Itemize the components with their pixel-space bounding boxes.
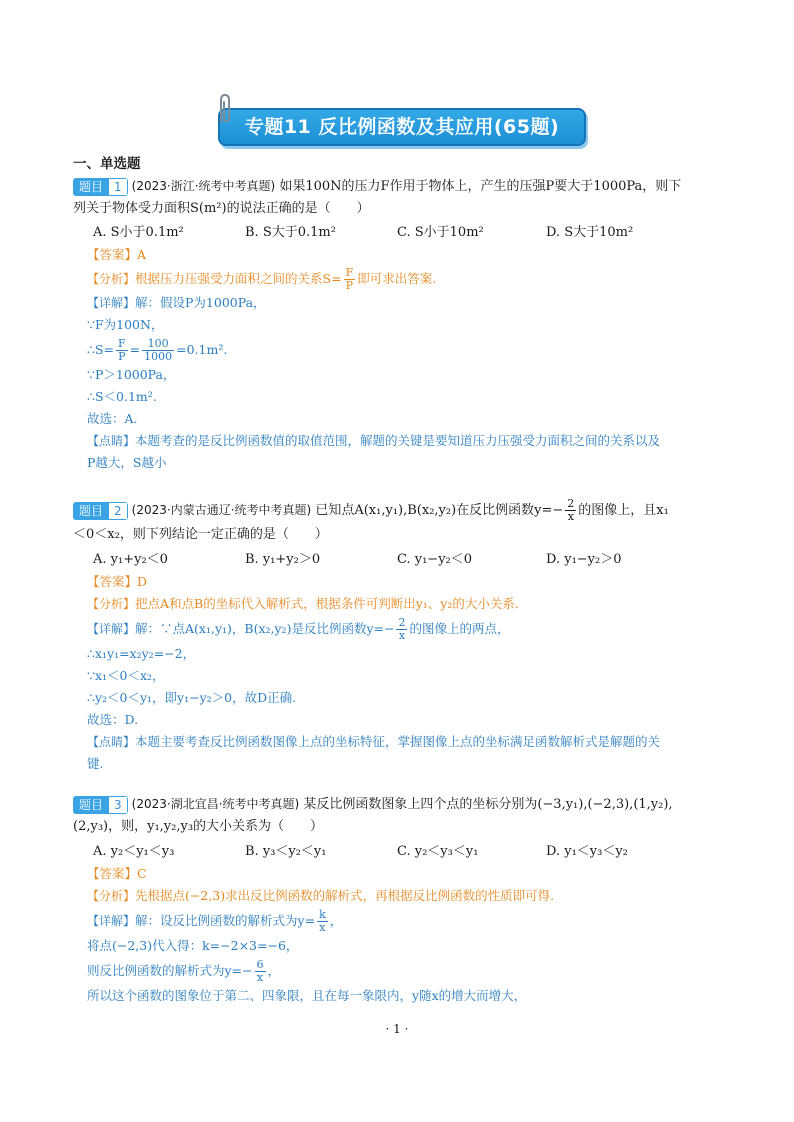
detail-text: ∴S= bbox=[87, 342, 114, 357]
option-d: D. y₁−y₂＞0 bbox=[546, 552, 622, 567]
detail-text: 解：设反比例函数的解析式为y= bbox=[135, 913, 316, 928]
option-d: D. S大于10m² bbox=[546, 225, 634, 240]
detail-line: ∵F为100N， bbox=[87, 317, 164, 332]
comment-text: 本题考查的是反比例函数值的取值范围，解题的关键是要知道压力压强受力面积之间的关系以及 bbox=[135, 433, 661, 448]
detail-line bbox=[87, 292, 723, 314]
numerator: 2 bbox=[567, 497, 575, 510]
comment-label: 【点睛】 bbox=[87, 434, 136, 448]
option-c: C. y₁−y₂＜0 bbox=[397, 552, 473, 567]
numerator: 100 bbox=[142, 338, 174, 351]
fraction bbox=[255, 959, 266, 984]
detail-line: 所以这个函数的图象位于第二、四象限，且在每一象限内，y随x的增大而增大， bbox=[87, 988, 527, 1003]
option-c: C. S小于10m² bbox=[397, 225, 484, 240]
options-row bbox=[93, 222, 723, 244]
detail-text: =0.1m². bbox=[176, 342, 228, 357]
analysis bbox=[87, 885, 723, 907]
numerator: F bbox=[345, 266, 354, 279]
comment-line bbox=[87, 430, 723, 452]
analysis-label: 【分析】 bbox=[87, 889, 136, 903]
detail-text: 则反比例函数的解析式为y=− bbox=[87, 963, 253, 978]
page-number: · 1 · bbox=[385, 1022, 409, 1036]
comment-label: 【点睛】 bbox=[87, 735, 136, 749]
analysis-label: 【分析】 bbox=[87, 272, 136, 286]
numerator: F bbox=[118, 337, 126, 350]
detail-line bbox=[87, 615, 723, 643]
question-label: 题目 bbox=[73, 178, 109, 196]
question-stem-text: 某反比例函数图象上四个点的坐标分别为(−3,y₁),(−2,3),(1,y₂), bbox=[303, 797, 673, 812]
question-label: 题目 bbox=[73, 502, 109, 520]
fraction bbox=[396, 617, 407, 642]
detail-line: ∵x₁＜0＜x₂， bbox=[87, 668, 165, 683]
question-source: (2023·湖北宜昌·统考中考真题) bbox=[131, 797, 300, 811]
option-b: B. S大于0.1m² bbox=[245, 225, 336, 240]
question-2 bbox=[73, 496, 723, 775]
answer: 【答案】C bbox=[87, 866, 147, 881]
numerator: 2 bbox=[398, 616, 406, 629]
detail-text: ， bbox=[267, 963, 281, 978]
option-a: A. y₁+y₂＜0 bbox=[93, 552, 168, 567]
fraction bbox=[565, 498, 576, 523]
detail-label: 【详解】 bbox=[87, 914, 136, 928]
options-row bbox=[93, 549, 723, 571]
question-stem-line-2: (2,y₃)，则，y₁,y₂,y₃的大小关系为（ ） bbox=[73, 819, 324, 834]
question-source: (2023·内蒙古通辽·统考中考真题) bbox=[131, 503, 312, 517]
denominator: x bbox=[256, 971, 264, 984]
analysis bbox=[87, 266, 723, 292]
denominator: 1000 bbox=[144, 350, 173, 363]
option-b: B. y₁+y₂＞0 bbox=[245, 552, 321, 567]
question-stem-text: 已知点A(x₁,y₁),B(x₂,y₂)在反比例函数y=− bbox=[315, 503, 564, 518]
comment-text: 本题主要考查反比例函数图像上点的坐标特征，掌握图像上点的坐标满足函数解析式是解题的关 bbox=[135, 734, 661, 749]
equals-sign: = bbox=[129, 342, 141, 357]
question-tag bbox=[73, 178, 128, 196]
question-number: 1 bbox=[109, 178, 128, 196]
analysis-text: 根据压力压强受力面积之间的关系S= bbox=[135, 271, 342, 286]
option-d: D. y₁＜y₃＜y₂ bbox=[546, 844, 628, 859]
title-banner-box bbox=[218, 108, 586, 146]
detail-text: 解：∵点A(x₁,y₁)，B(x₂,y₂)是反比例函数y=− bbox=[135, 621, 395, 636]
detail-line: 将点(−2,3)代入得：k=−2×3=−6， bbox=[87, 938, 299, 953]
fraction bbox=[142, 338, 174, 363]
question-source: (2023·浙江·统考中考真题) bbox=[131, 179, 276, 193]
numerator: k bbox=[319, 908, 326, 921]
answer: 【答案】A bbox=[87, 247, 147, 262]
section-title: 一、单选题 bbox=[73, 156, 141, 172]
detail-line: ∴x₁y₁=x₂y₂=−2， bbox=[87, 646, 196, 661]
denominator: P bbox=[118, 350, 126, 363]
detail-label: 【详解】 bbox=[87, 296, 136, 310]
question-tag bbox=[73, 796, 128, 814]
answer: 【答案】D bbox=[87, 574, 148, 589]
analysis-text: 把点A和点B的坐标代入解析式，根据条件可判断出y₁、y₂的大小关系. bbox=[135, 596, 519, 611]
question-tag bbox=[73, 502, 128, 520]
question-number: 3 bbox=[109, 796, 128, 814]
option-a: A. y₂＜y₁＜y₃ bbox=[93, 844, 175, 859]
analysis bbox=[87, 593, 723, 615]
options-row bbox=[93, 841, 723, 863]
question-stem-text: 的图像上，且x₁ bbox=[578, 503, 669, 518]
analysis-label: 【分析】 bbox=[87, 597, 136, 611]
denominator: P bbox=[345, 279, 354, 292]
detail-line bbox=[87, 907, 723, 935]
comment-line: P越大，S越小 bbox=[87, 455, 167, 470]
fraction bbox=[344, 267, 356, 292]
question-stem-line-1: 如果100N的压力F作用于物体上，产生的压强P要大于1000Pa，则下 bbox=[279, 179, 682, 194]
detail-line: ∴S＜0.1m². bbox=[87, 389, 157, 404]
detail-line: 故选：D. bbox=[87, 712, 139, 727]
denominator: x bbox=[319, 921, 326, 934]
option-a: A. S小于0.1m² bbox=[93, 225, 184, 240]
denominator: x bbox=[398, 629, 406, 642]
question-stem bbox=[73, 496, 723, 524]
numerator: 6 bbox=[256, 958, 264, 971]
question-stem-line-2: ＜0＜x₂，则下列结论一定正确的是（ ） bbox=[73, 527, 328, 542]
question-stem-line-2: 列关于物体受力面积S(m²)的说法正确的是（ ） bbox=[73, 201, 370, 216]
detail-text: 解：假设P为1000Pa， bbox=[135, 295, 266, 310]
detail-label: 【详解】 bbox=[87, 622, 136, 636]
question-3 bbox=[73, 793, 723, 1007]
denominator: x bbox=[567, 510, 574, 523]
detail-line bbox=[87, 957, 723, 985]
option-c: C. y₂＜y₃＜y₁ bbox=[397, 844, 479, 859]
question-1 bbox=[73, 175, 723, 474]
fraction bbox=[317, 909, 328, 934]
question-stem bbox=[73, 175, 723, 198]
analysis-text: 先根据点(−2,3)求出反比例函数的解析式，再根据反比例函数的性质即可得. bbox=[135, 888, 555, 903]
question-number: 2 bbox=[109, 502, 128, 520]
paperclip-icon bbox=[214, 92, 236, 126]
detail-line: 故选：A. bbox=[87, 411, 138, 426]
detail-line bbox=[87, 336, 723, 364]
comment-line: 键. bbox=[87, 756, 104, 771]
page-title: 专题11 反比例函数及其应用(65题) bbox=[244, 116, 560, 138]
comment-line bbox=[87, 731, 723, 753]
detail-line: ∴y₂＜0＜y₁，即y₁−y₂＞0，故D正确. bbox=[87, 690, 297, 705]
question-stem bbox=[73, 793, 723, 816]
detail-line: ∵P＞1000Pa， bbox=[87, 367, 176, 382]
fraction bbox=[116, 338, 128, 363]
detail-text: ， bbox=[329, 913, 343, 928]
title-banner bbox=[218, 104, 588, 144]
analysis-text-end: 即可求出答案. bbox=[357, 271, 437, 286]
detail-text: 的图像上的两点， bbox=[409, 621, 510, 636]
option-b: B. y₃＜y₂＜y₁ bbox=[245, 844, 327, 859]
question-label: 题目 bbox=[73, 796, 109, 814]
